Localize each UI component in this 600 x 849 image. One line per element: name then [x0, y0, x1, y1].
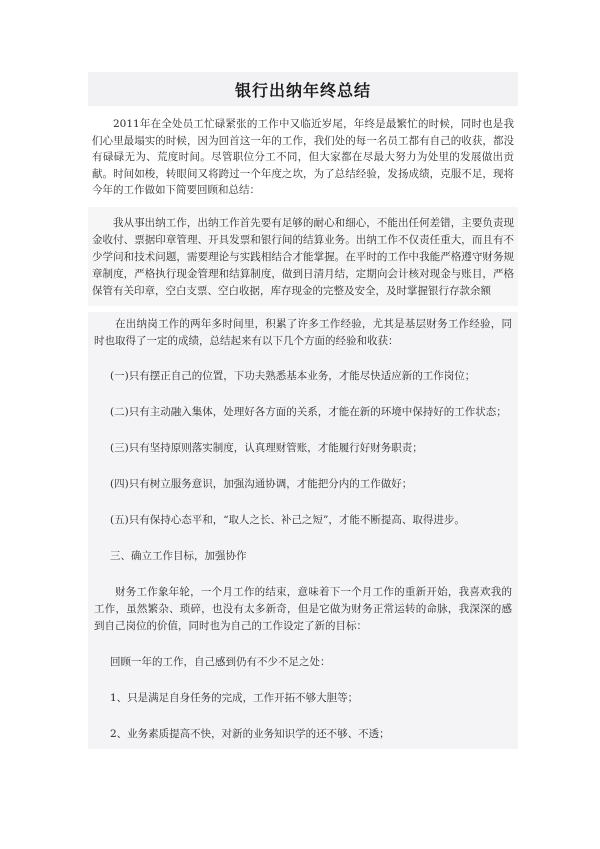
lesson-item: (三)只有坚持原则落实制度，认真理财管账，才能履行好财务职责； — [110, 441, 423, 454]
experience-section — [88, 312, 518, 749]
duties-paragraph: 我从事出纳工作，出纳工作首先要有足够的耐心和细心，不能出任何差错，主要负责现金收付、票据印章管理、开具发票和银行间的结算业务。出纳工作不仅责任重大，而且有不少学问和技术问题，需要理论与实践相结合才能掌握。在平时的工作中我能严格遵守财务规章制度，严格执行现金管理和结算制度，做到日清月结，定期向会计核对现金与账目，严格保管有关印章，空白支票、空白收据，库存现金的完整及安全，及时掌握银行存款余额 — [88, 207, 518, 306]
goals-paragraph: 财务工作象年轮，一个月工作的结束，意味着下一个月工作的重新开始，我喜欢我的工作，虽然繁杂、琐碎，也没有太多新奇，但是它做为财务正常运转的命脉，我深深的感到自己岗位的价值，同时也为自己的工作设定了新的目标： — [94, 585, 512, 632]
review-line: 回顾一年的工作，自己感到仍有不少不足之处： — [110, 655, 331, 668]
document-page — [88, 72, 518, 749]
intro-paragraph: 2011年在全处员工忙碌紧张的工作中又临近岁尾，年终是最繁忙的时候，同时也是我们心里最塌实的时候，因为回首这一年的工作，我们处的每一名员工都有自己的收获，都没有碌碌无为、荒度时间。尽管职位分工不同，但大家都在尽最大努力为处里的发展做出贡献。时间如梭，转眼间又将跨过一个年度之坎，为了总结经验，发扬成绩，克服不足，现将今年的工作做如下简要回顾和总结： — [92, 118, 514, 196]
experience-intro: 在出纳岗工作的两年多时间里，积累了许多工作经验，尤其是基层财务工作经验，同时也取得了一定的成绩，总结起来有以下几个方面的经验和收获： — [94, 317, 512, 347]
lesson-item: (二)只有主动融入集体，处理好各方面的关系，才能在新的环境中保持好的工作状态； — [110, 405, 507, 418]
section-heading: 三、确立工作目标，加强协作 — [110, 549, 247, 562]
title-bar — [88, 72, 518, 106]
lesson-item: (四)只有树立服务意识，加强沟通协调，才能把分内的工作做好； — [110, 477, 413, 490]
lesson-item: (一)只有摆正自己的位置，下功夫熟悉基本业务，才能尽快适应新的工作岗位； — [110, 369, 476, 382]
shortcoming-item: 2、业务素质提高不快，对新的业务知识学的还不够、不透； — [110, 727, 390, 740]
lesson-item: (五)只有保持心态平和，“取人之长、补己之短”，才能不断提高、取得进步。 — [110, 513, 465, 526]
document-title: 银行出纳年终总结 — [234, 80, 371, 100]
shortcoming-item: 1、只是满足自身任务的完成，工作开拓不够大胆等； — [110, 691, 359, 704]
